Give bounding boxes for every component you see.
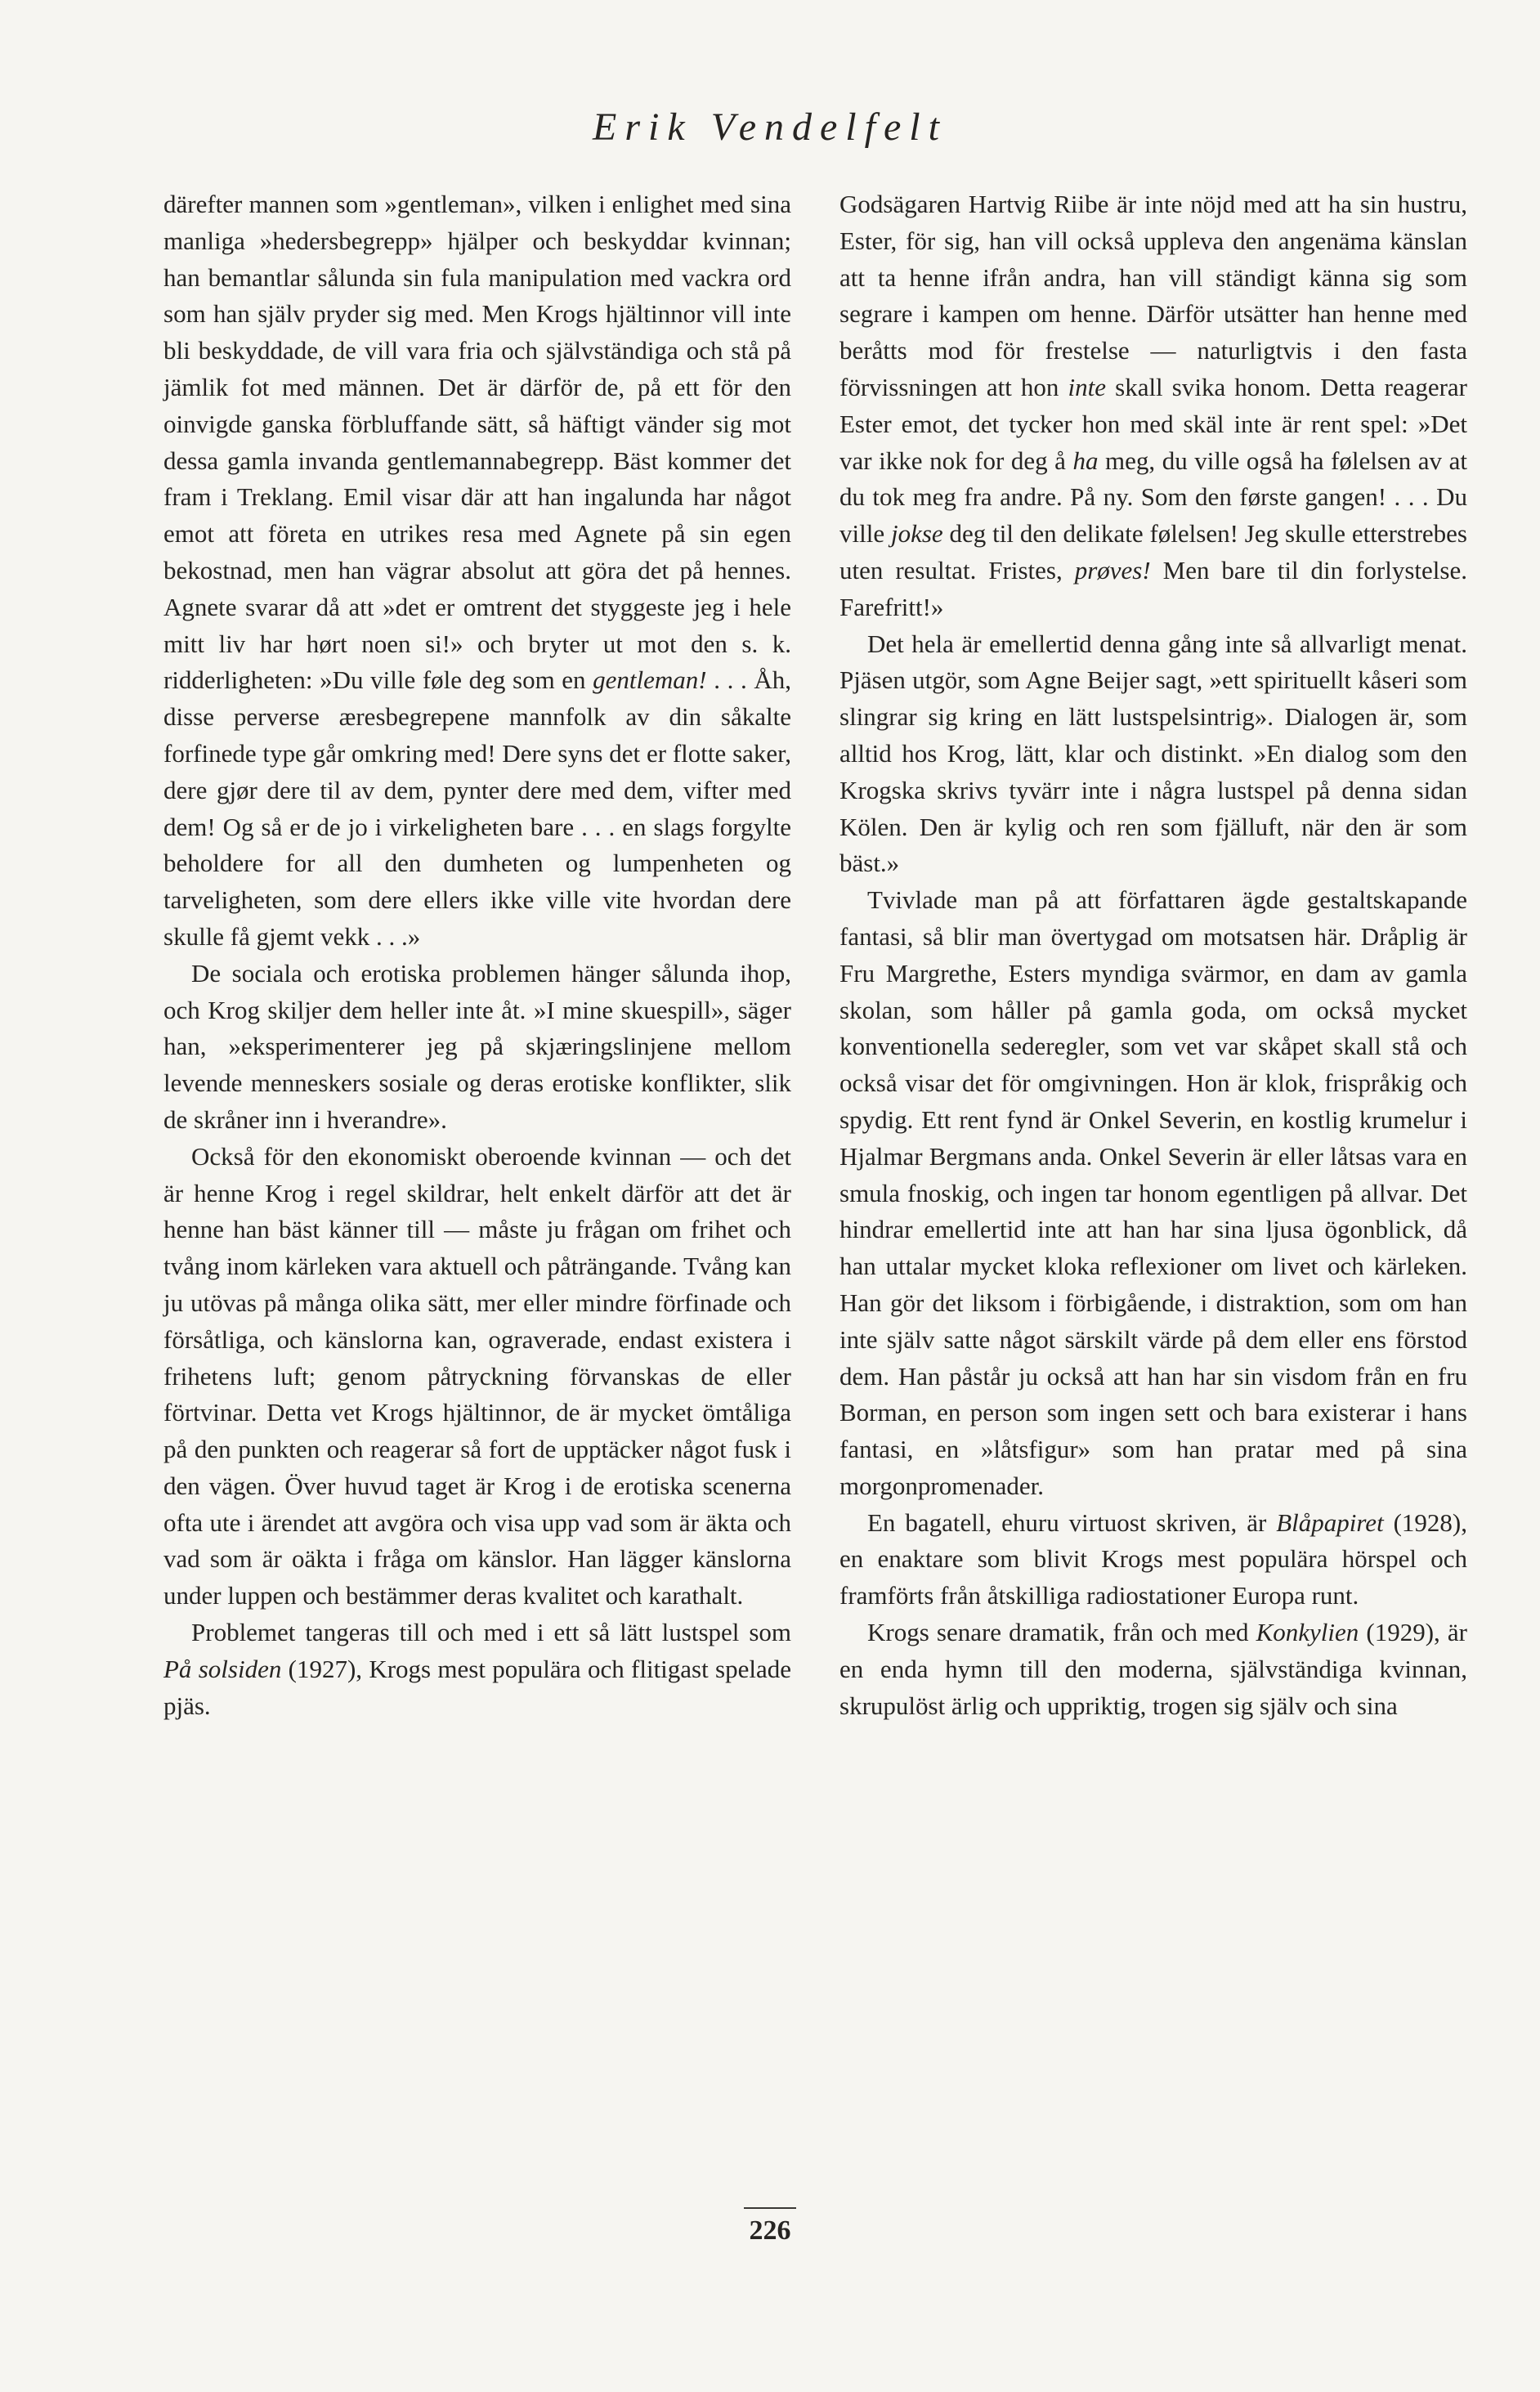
paragraph: Tvivlade man på att författaren ägde gestaltskapande fantasi, så blir man övertygad om motsatsen här. Dråplig är Fru Margrethe, Esters myndiga svärmor, en dam av gamla skolan, som håller på gamla goda, om också mycket konventionella sederegler, som vet var skåpet skall stå och också visar det för omgivningen. Hon är klok, frispråkig och spydig. Ett rent fynd är Onkel Severin, en kostlig krumelur i Hjalmar Bergmans anda. Onkel Severin är eller låtsas vara en smula fnoskig, och ingen tar honom egentligen på allvar. Det hindrar emellertid inte att han har sina ljusa ögonblick, då han uttalar mycket kloka reflexioner om livet och kärleken. Han gör det liksom i förbigående, i distraktion, som om han inte själv satte något särskilt värde på dem eller ens förstod dem. Han påstår ju också att han har sin visdom från en fru Borman, en person som ingen sett och bara existerar i hans fantasi, en »låtsfigur» som han pratar med på sina morgonpromenader. [839,885,1467,1500]
left-column [163,186,791,1724]
play-title: På solsiden [163,1654,282,1683]
paragraph: därefter mannen som »gentleman», vilken i enlighet med sina manliga »hedersbegrepp» hjälper och beskyddar kvinnan; han bemantlar sålunda sin fula manipulation med vackra ord som han själv pryder sig med. Men Krogs hjältinnor vill inte bli beskyddade, de vill vara fria och självständiga och stå på jämlik fot med männen. Det är därför de, på ett för den oinvigde ganska förbluffande sätt, så häftigt vänder sig mot dessa gamla invanda gentlemannabegrepp. Bäst kommer det fram i Treklang. Emil visar där att han ingalunda har något emot att företa en utrikes resa med Agnete på sin egen bekostnad, men han vägrar absolut att göra det på hennes. Agnete svarar då att »det er omtrent det styggeste jeg i hele mitt liv har hørt noen si!» och bryter ut mot den s. k. ridderligheten: »Du ville føle deg som en gentleman! . . . Åh, disse perverse æresbegrepene mannfolk av din såkalte forfinede type går omkring med! Dere syns det er flotte saker, dere gjør dere til av dem, pynter dere med dem, vifter med dem! Og så er de jo i virkeligheten bare . . . en slags forgylte beholdere for all den dumheten og lumpenheten og tarveligheten, som dere ellers ikke ville vite hvordan dere skulle få gjemt vekk . . .» [163,190,791,951]
page-number-rule [744,2207,796,2209]
italic-term: jokse [890,519,943,549]
paragraph: De sociala och erotiska problemen hänger sålunda ihop, och Krog skiljer dem heller inte åt. »I mine skuespill», säger han, »eksperimenterer jeg på skjæringslinjene mellom levende menneskers sosiale og deras erotiske konflikter, slik de skråner inn i hverandre». [163,958,791,1134]
paragraph: Också för den ekonomiskt oberoende kvinnan — och det är henne Krog i regel skildrar, helt enkelt därför att det är henne han bäst känner till — måste ju frågan om frihet och tvång inom kärleken vara aktuell och påträngande. Tvång kan ju utövas på många olika sätt, mer eller mindre förfinade och försåtliga, och känslorna kan, ograverade, endast existera i frihetens luft; genom påtryckning förvanskas de eller förtvinar. Detta vet Krogs hjältinnor, de är mycket ömtåliga på den punkten och reagerar så fort de upptäcker något fusk i den vägen. Över huvud taget är Krog i de erotiska scenerna ofta ute i ärendet att avgöra och visa upp vad som är äkta och vad som är oäkta i fråga om känslor. Han lägger känslorna under luppen och bestämmer deras kvalitet och karathalt. [163,1141,791,1610]
paragraph: En bagatell, ehuru virtuost skriven, är Blåpapiret (1928), en enaktare som blivit Krogs mest populära hörspel och framförts från åtskilliga radiostationer Europa runt. [839,1507,1468,1610]
italic-term: inte [1068,372,1107,401]
paragraph: Godsägaren Hartvig Riibe är inte nöjd med att ha sin hustru, Ester, för sig, han vill också uppleva den angenäma känslan att ta henne ifrån andra, han vill ständigt känna sig som segrare i kampen om henne. Därför utsätter han henne med beråtts mod för frestelse — naturligtvis i den fasta förvissningen att hon inte skall svika honom. Detta reagerar Ester emot, det tycker hon med skäl inte är rent spel: »Det var ikke nok for deg å ha meg, du ville også ha følelsen av at du tok meg fra andre. På ny. Som den første gangen! . . . Du ville jokse deg til den delikate følelsen! Jeg skulle etterstrebes uten resultat. Fristes, prøves! Men bare til din forlystelse. Farefritt!» [839,190,1467,621]
italic-term: ha [1072,446,1099,475]
paragraph: Problemet tangeras till och med i ett så lätt lustspel som På solsiden (1927), Krogs mest populära och flitigast spelade pjäs. [163,1618,791,1720]
italic-term: gentleman! [593,665,707,695]
page-number: 226 [749,2215,791,2246]
running-title: Erik Vendelfelt [593,105,947,149]
play-title: Blåpapiret [1276,1507,1384,1537]
paragraph: Krogs senare dramatik, från och med Konkylien (1929), är en enda hymn till den moderna, självständiga kvinnan, skrupulöst ärlig och uppriktig, trogen sig själv och sina [839,1618,1467,1720]
italic-term: prøves! [1074,555,1151,585]
right-column [839,186,1467,1724]
play-title: Konkylien [1256,1618,1359,1647]
paragraph: Det hela är emellertid denna gång inte så allvarligt menat. Pjäsen utgör, som Agne Beijer sagt, »ett spirituellt kåseri som slingrar sig kring en lätt lustspelsintrig». Dialogen är, som alltid hos Krog, lätt, klar och distinkt. »En dialog som den Krogska skrivs tyvärr inte i några lustspel på denna sidan Kölen. Den är kylig och ren som fjälluft, när den är som bäst.» [839,629,1467,878]
